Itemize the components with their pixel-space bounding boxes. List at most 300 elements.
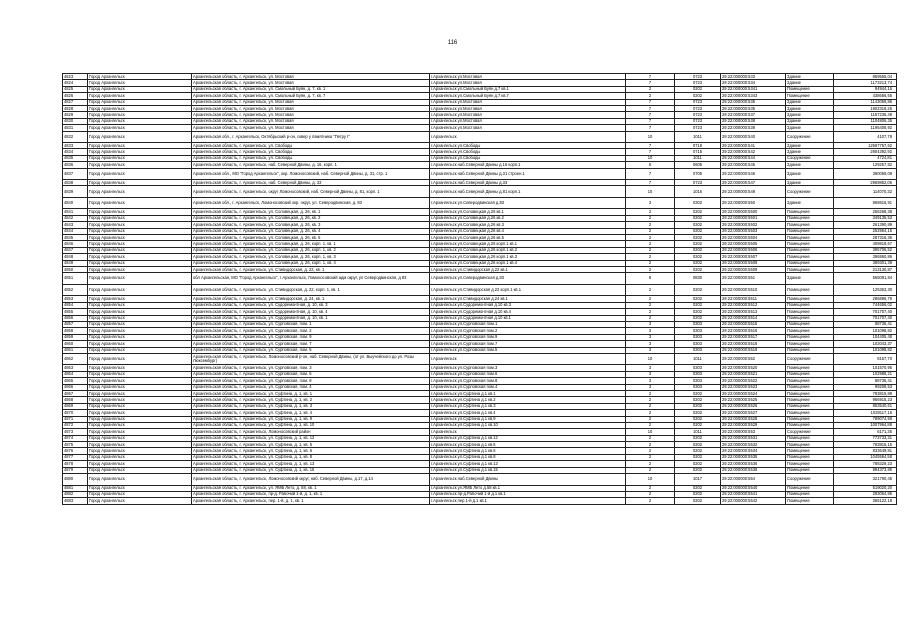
subcode-cell: 0723 [675,74,721,80]
code-cell: 10 [626,429,675,435]
row-number-cell: 4871 [63,416,88,422]
cadastral-number-cell: 29:22:000000:5542 [721,498,786,504]
row-number-cell: 4869 [63,403,88,409]
short-address-cell: г.Архангельск ул.Стивидорская д.22 корп.1 кв.1 [430,284,626,296]
subcode-cell: 1016 [675,186,721,198]
short-address-cell: г.Архангельск ул.Соловецкая д.26 кв.2 [430,215,626,221]
owner-cell: Город Архангельск [88,474,192,486]
subcode-cell: 0202 [675,260,721,266]
cadastral-value-cell: 4107,78 [834,131,897,143]
short-address-cell: г.Архангельск ул.Свободы [430,143,626,149]
table-row [63,131,897,143]
cadastral-number-cell: 29:22:000000:5516 [721,328,786,334]
address-cell: Архангельская область, г. Архангельск, ул. Суфтина, д. 1, кв. 9 [192,416,430,422]
short-address-cell: г.Архангельск ул.ЯМБ Лето д.58 кв.1 [430,485,626,491]
cadastral-number-cell: 29:22:000000:5503 [721,228,786,234]
code-cell: 3 [626,378,675,384]
cadastral-number-cell: 29:22:000000:537 [721,112,786,118]
cadastral-value-cell: 1902319,25 [834,105,897,111]
code-cell: 7 [626,143,675,149]
cadastral-number-cell: 29:22:000000:553 [721,429,786,435]
short-address-cell: г.Архангельск пр-д.Рабочий 1-й д.1 кв.1 [430,491,626,497]
address-cell: Архангельская область, г. Архангельск, округ Ломоносовский, наб. Северной Двины, д. 81, корп. 1 [192,186,430,198]
cadastral-value-cell: 102988,21 [834,371,897,377]
subcode-cell: 0303 [675,334,721,340]
address-cell: Архангельская область, г. Архангельск, ул. Смольный Буян, д. 7, кв. 7 [192,93,430,99]
owner-cell: Город Архангельск [88,241,192,247]
row-number-cell: 4870 [63,410,88,416]
cadastral-value-cell: 789074,59 [834,416,897,422]
object-type-cell: Помещение [786,334,834,340]
address-cell: Архангельская область, г. Архангельск, ул. Судоремонтная, д. 10, кв. 4 [192,309,430,315]
cadastral-value-cell: 396860,86 [834,254,897,260]
row-number-cell: 4853 [63,296,88,302]
cadastral-value-cell: 380059,09 [834,168,897,180]
row-number-cell: 4852 [63,284,88,296]
cadastral-number-cell: 29:22:000000:535 [721,99,786,105]
object-type-cell: Помещение [786,467,834,473]
cadastral-number-cell: 29:22:000000:5504 [721,235,786,241]
address-cell: Архангельская область, г. Архангельск, ул. Сурповская, пом. 5 [192,347,430,353]
cadastral-number-cell: 29:22:000000:5519 [721,347,786,353]
cadastral-value-cell: 2904392,92 [834,149,897,155]
object-type-cell: Помещение [786,384,834,390]
cadastral-number-cell: 29:22:000000:5521 [721,371,786,377]
code-cell: 2 [626,215,675,221]
address-cell: Архангельская область, г. Архангельск, ул. Суфтина, д. 1, кв. 8 [192,454,430,460]
subcode-cell: 0303 [675,347,721,353]
cadastral-number-cell: 29:22:000000:5511 [721,296,786,302]
row-number-cell: 4882 [63,491,88,497]
subcode-cell: 0303 [675,371,721,377]
cadastral-number-cell: 29:22:000000:542 [721,149,786,155]
short-address-cell: г.Архангельск наб.Северной Двины д.31 строен.1 [430,168,626,180]
subcode-cell: 0202 [675,461,721,467]
row-number-cell: 4846 [63,241,88,247]
code-cell: 2 [626,241,675,247]
short-address-cell: г.Архангельск ул.Суфтина д.1 кв.4 [430,410,626,416]
object-type-cell: Помещение [786,491,834,497]
owner-cell: Город Архангельск [88,131,192,143]
row-number-cell: 4879 [63,467,88,473]
cadastral-value-cell: 256268,38 [834,209,897,215]
owner-cell: Город Архангельск [88,254,192,260]
short-address-cell: г.Архангельск ул.Сурповская пом.3 [430,365,626,371]
row-number-cell: 4834 [63,149,88,155]
cadastral-number-cell: 29:22:000000:5512 [721,302,786,308]
cadastral-number-cell: 29:22:000000:5541 [721,491,786,497]
owner-cell: Город Архангельск [88,125,192,131]
cadastral-value-cell: 4724,81 [834,155,897,161]
address-cell: Архангельская область, г. Архангельск, ул. Суфтина, д. 1, кв. 15 [192,467,430,473]
cadastral-value-cell: 1195408,92 [834,125,897,131]
owner-cell: Город Архангельск [88,209,192,215]
short-address-cell: г.Архангельск ул.Соловецкая д.26 кв.4 [430,228,626,234]
short-address-cell: г.Архангельск ул.Северодвинская д.83 [430,273,626,285]
owner-cell: Город Архангельск [88,309,192,315]
short-address-cell: г.Архангельск ул.Соловецкая д.26 кв.1 [430,209,626,215]
object-type-cell: Помещение [786,284,834,296]
cadastral-value-cell: 283064,86 [834,491,897,497]
owner-cell: Город Архангельск [88,266,192,272]
address-cell: Архангельская область, г. Архангельск, Ломоносовский р-он, наб. Северной Двины, (от ул. Выучейского до ул. Розы Люксембург) [192,353,430,365]
address-cell: Архангельская область, г. Архангельск, ул. Соловецкая, д. 26, корп. 1, кв. 3 [192,254,430,260]
address-cell: Архангельская область, г. Архангельск, ул. Суфтина, д. 1, кв. 4 [192,410,430,416]
short-address-cell: г.Архангельск ул.Суфтина д.1 кв.6 [430,448,626,454]
code-cell: 7 [626,125,675,131]
subcode-cell: 0202 [675,435,721,441]
row-number-cell: 4843 [63,222,88,228]
cadastral-number-cell: 29:22:000000:541 [721,143,786,149]
object-type-cell: Сооружение [786,131,834,143]
address-cell: Архангельская область, г. Архангельск, ул. Соловецкая, д. 26, корп. 1, кв. 1 [192,241,430,247]
code-cell: 2 [626,498,675,504]
cadastral-value-cell: 88736,41 [834,321,897,327]
cadastral-number-cell: 29:22:000000:5500 [721,209,786,215]
row-number-cell: 4860 [63,341,88,347]
cadastral-value-cell: 6171,35 [834,429,897,435]
owner-cell: Город Архангельск [88,410,192,416]
short-address-cell: г.Архангельск [430,353,626,365]
address-cell: Архангельская обл., МО "Город Архангельск", окр. Ломоносовский, наб. Северной Двины, д. 31, стр. 1 [192,168,430,180]
owner-cell: Город Архангельск [88,215,192,221]
address-cell: Архангельская область, г. Архангельск, ул. Суфтина, д. 1, кв. 13 [192,461,430,467]
address-cell: Архангельская область, г. Архангельск, пр-д. Рабочий 1-й, д. 1, кв. 1 [192,491,430,497]
short-address-cell: г.Архангельск ул.Мостовая [430,118,626,124]
short-address-cell: г.Архангельск ул.Мостовая [430,80,626,86]
short-address-cell: г.Архангельск ул.Сурповская пом.8 [430,378,626,384]
code-cell: 3 [626,334,675,340]
address-cell: Архангельская область, г. Архангельск, ул. Соловецкая, д. 26, кв. 4 [192,228,430,234]
cadastral-number-cell: 29:22:000000:5510 [721,284,786,296]
address-cell: Архангельская область, г. Архангельск, ул. Мостовая [192,99,430,105]
cadastral-number-cell: 29:22:000000:554 [721,474,786,486]
address-cell: Архангельская область, г. Архангельск, ул. Сурповская, пом. 8 [192,378,430,384]
cadastral-value-cell: 88736,41 [834,378,897,384]
object-type-cell: Здание [786,149,834,155]
code-cell: 2 [626,93,675,99]
subcode-cell: 0202 [675,235,721,241]
subcode-cell: 0202 [675,454,721,460]
short-address-cell: г.Архангельск наб.Северной Двины д.81 корп.1 [430,186,626,198]
subcode-cell: 0202 [675,284,721,296]
row-number-cell: 4845 [63,235,88,241]
code-cell: 2 [626,416,675,422]
owner-cell: Город Архангельск [88,397,192,403]
owner-cell: Город Архангельск [88,180,192,186]
address-cell: Архангельская область, г. Архангельск, наб. Северной Двины, д. 16, корп. 1 [192,162,430,168]
cadastral-number-cell: 29:22:000000:549 [721,186,786,198]
owner-cell: Город Архангельск [88,341,192,347]
cadastral-number-cell: 29:22:000000:5502 [721,222,786,228]
cadastral-number-cell: 29:22:000000:5518 [721,341,786,347]
short-address-cell: г.Архангельск ул.Северодвинская д.83 [430,197,626,209]
cadastral-value-cell: 321790,45 [834,474,897,486]
owner-cell: Город Архангельск [88,162,192,168]
short-address-cell: г.Архангельск ул.Мостовая [430,74,626,80]
object-type-cell: Здание [786,143,834,149]
address-cell: Архангельская область, г. Архангельск, ул. Смольный Буян, д. 7, кв. 1 [192,86,430,92]
row-number-cell: 4862 [63,353,88,365]
short-address-cell: г.Архангельск ул.Мостовая [430,105,626,111]
cadastral-number-cell: 29:22:000000:5540 [721,485,786,491]
registry-body [63,74,897,505]
cadastral-value-cell: 104405,48 [834,334,897,340]
code-cell: 7 [626,99,675,105]
cadastral-value-cell: 101098,82 [834,347,897,353]
row-number-cell: 4873 [63,429,88,435]
cadastral-number-cell: 29:22:000000:5523 [721,384,786,390]
cadastral-number-cell: 29:22:000000:5526 [721,403,786,409]
owner-cell: Город Архангельск [88,99,192,105]
cadastral-number-cell: 29:22:000000:5531 [721,435,786,441]
address-cell: Архангельская область, г. Архангельск, ул. Сурповская, пом. 2 [192,328,430,334]
short-address-cell: г.Архангельск ул.Суфтина д.1 кв.2 [430,397,626,403]
address-cell: Архангельская область, г. Архангельск, ул. Свободы [192,149,430,155]
row-number-cell: 4830 [63,118,88,124]
address-cell: Архангельская область, г. Архангельск, ул. Стивидорская, д. 22, корп. 1, кв. 1 [192,284,430,296]
subcode-cell: 0202 [675,416,721,422]
cadastral-number-cell: 29:22:000000:5517 [721,334,786,340]
cadastral-value-cell: 129257,82 [834,162,897,168]
object-type-cell: Помещение [786,448,834,454]
cadastral-number-cell: 29:22:000000:550 [721,197,786,209]
code-cell: 2 [626,284,675,296]
subcode-cell: 0202 [675,403,721,409]
address-cell: Архангельская область, г. Архангельск, ул. Сурповская, пом. 9 [192,334,430,340]
short-address-cell: г.Архангельск ул.Судоремонтная д.10 кв.3 [430,302,626,308]
subcode-cell: 0303 [675,365,721,371]
page-number: 116 [447,40,458,46]
object-type-cell: Помещение [786,86,834,92]
object-type-cell: Сооружение [786,186,834,198]
row-number-cell: 4832 [63,131,88,143]
code-cell: 2 [626,491,675,497]
short-address-cell: г.Архангельск ул.Мостовая [430,99,626,105]
short-address-cell: г.Архангельск ул.Соловецкая д.26 корп.1 кв.1 [430,241,626,247]
address-cell: Архангельская область, г. Архангельск, ул. Суфтина, д. 1, кв. 2 [192,397,430,403]
object-type-cell: Помещение [786,390,834,396]
address-cell: Архангельская область, г. Архангельск, ул. Судоремонтная, д. 10, кв. 3 [192,302,430,308]
code-cell: 3 [626,365,675,371]
address-cell: Архангельская область, г. Архангельск, ул. Сурповская, пом. 6 [192,371,430,377]
row-number-cell: 4883 [63,498,88,504]
row-number-cell: 4826 [63,93,88,99]
code-cell: 2 [626,390,675,396]
cadastral-value-cell: 1104806,35 [834,118,897,124]
short-address-cell: г.Архангельск ул.Сурповская пом.5 [430,347,626,353]
cadastral-value-cell: 701707,40 [834,315,897,321]
address-cell: Архангельская область, г. Архангельск, ул. Сурповская, пом. 3 [192,365,430,371]
owner-cell: Город Архангельск [88,442,192,448]
cadastral-number-cell: 29:22:000000:544 [721,155,786,161]
subcode-cell: 0202 [675,442,721,448]
short-address-cell: г.Архангельск ул.Суфтина д.1 кв.5 [430,442,626,448]
row-number-cell: 4854 [63,302,88,308]
owner-cell: Город Архангельск [88,384,192,390]
subcode-cell: 0202 [675,296,721,302]
cadastral-value-cell: 102043,37 [834,341,897,347]
short-address-cell: г.Архангельск ул.Свободы [430,155,626,161]
code-cell: 2 [626,461,675,467]
row-number-cell: 4839 [63,186,88,198]
code-cell: 3 [626,341,675,347]
subcode-cell: 1011 [675,131,721,143]
cadastral-value-cell: 565081,84 [834,273,897,285]
object-type-cell: Помещение [786,461,834,467]
owner-cell: Город Архангельск [88,149,192,155]
address-cell: Архангельская область, г. Архангельск, ул. Мостовая [192,125,430,131]
object-type-cell: Помещение [786,410,834,416]
cadastral-value-cell: 1157236,49 [834,112,897,118]
address-cell: Архангельская область, г. Архангельск, ул. Суфтина, д. 1, кв. 12 [192,435,430,441]
address-cell: Архангельская область, г. Архангельск, ул. Суфтина, д. 1, кв. 3 [192,403,430,409]
cadastral-value-cell: 12597757,62 [834,143,897,149]
cadastral-value-cell: 125363,30 [834,284,897,296]
address-cell: Архангельская область, г. Архангельск, ул. Сурповская, пом. 1 [192,321,430,327]
cadastral-value-cell: 252954,15 [834,228,897,234]
address-cell: Архангельская область, г. Архангельск, ул. Соловецкая, д. 26, кв. 1 [192,209,430,215]
code-cell: 10 [626,155,675,161]
object-type-cell: Здание [786,162,834,168]
cadastral-number-cell: 29:22:000000:551 [721,273,786,285]
object-type-cell: Помещение [786,416,834,422]
address-cell: Архангельская область, г. Архангельск, ул. Суфтина, д. 1, кв. 6 [192,448,430,454]
short-address-cell: г.Архангельск ул.Сурповская пом.6 [430,371,626,377]
code-cell: 2 [626,260,675,266]
address-cell: Архангельская область, г. Архангельск, Ломоносовский округ, наб. Северной Двины, д.17, д.14 [192,474,430,486]
object-type-cell: Сооружение [786,155,834,161]
object-type-cell: Помещение [786,371,834,377]
owner-cell: Город Архангельск [88,143,192,149]
address-cell: Архангельская область, г. Архангельск, Ломоносовский район [192,429,430,435]
address-cell: Архангельская область, г. Архангельск, ул. ЯМБ Лето, д. 58, кв. 1 [192,485,430,491]
object-type-cell: Помещение [786,403,834,409]
owner-cell: Город Архангельск [88,247,192,253]
object-type-cell: Помещение [786,266,834,272]
owner-cell: Город Архангельск [88,422,192,428]
row-number-cell: 4865 [63,378,88,384]
row-number-cell: 4864 [63,371,88,377]
cadastral-value-cell: 101570,95 [834,365,897,371]
object-type-cell: Здание [786,273,834,285]
cadastral-value-cell: 783815,89 [834,390,897,396]
subcode-cell: 0723 [675,105,721,111]
code-cell: 7 [626,168,675,180]
owner-cell: Город Архангельск [88,334,192,340]
address-cell: Архангельская обл., г. Архангельск, Октябрьский р-он, сквер у памятника "Петру I" [192,131,430,143]
owner-cell: Город Архангельск [88,93,192,99]
cadastral-number-cell: 29:22:000000:5508 [721,260,786,266]
row-number-cell: 4841 [63,209,88,215]
row-number-cell: 4827 [63,99,88,105]
short-address-cell: г.Архангельск ул.Стивидорская д.22 кв.1 [430,266,626,272]
cadastral-number-cell: 29:22:000000:5343 [721,93,786,99]
short-address-cell: г.Архангельск ул.Мостовая [430,125,626,131]
object-type-cell: Помещение [786,454,834,460]
subcode-cell: 0830 [675,273,721,285]
code-cell: 3 [626,384,675,390]
short-address-cell: г.Архангельск пер.1-й д.1 кв.1 [430,498,626,504]
cadastral-value-cell: 101098,82 [834,328,897,334]
owner-cell: Город Архангельск [88,302,192,308]
row-number-cell: 4866 [63,384,88,390]
cadastral-value-cell: 2969852,06 [834,180,897,186]
object-type-cell: Помещение [786,228,834,234]
cadastral-value-cell: 1028117,16 [834,410,897,416]
table-row [63,273,897,285]
short-address-cell: г.Архангельск наб.Северной Двины д.33 [430,180,626,186]
address-cell: Архангельская область, г. Архангельск, ул. Соловецкая, д. 26, кв. 5 [192,235,430,241]
short-address-cell: г.Архангельск наб.Северной Двины [430,474,626,486]
subcode-cell: 0202 [675,397,721,403]
owner-cell: Город Архангельск [88,112,192,118]
code-cell: 2 [626,485,675,491]
cadastral-number-cell: 29:22:000000:5515 [721,321,786,327]
object-type-cell: Помещение [786,241,834,247]
short-address-cell: г.Архангельск ул.Сурповская пом.9 [430,334,626,340]
cadastral-number-cell: 29:22:000000:5525 [721,397,786,403]
row-number-cell: 4858 [63,328,88,334]
subcode-cell: 1011 [675,155,721,161]
cadastral-value-cell: 1045564,58 [834,454,897,460]
subcode-cell: 0202 [675,215,721,221]
subcode-cell: 0705 [675,168,721,180]
subcode-cell: 0202 [675,209,721,215]
cadastral-value-cell: 744656,02 [834,302,897,308]
object-type-cell: Здание [786,112,834,118]
owner-cell: Город Архангельск [88,222,192,228]
subcode-cell: 0718 [675,143,721,149]
subcode-cell: 0202 [675,86,721,92]
short-address-cell: г.Архангельск ул.Суфтина д.1 кв.3 [430,403,626,409]
cadastral-number-cell: 29:22:000000:5507 [721,254,786,260]
registry-table [62,73,897,505]
object-type-cell: Помещение [786,498,834,504]
subcode-cell: 0303 [675,321,721,327]
cadastral-value-cell: 1173213,74 [834,80,897,86]
row-number-cell: 4855 [63,309,88,315]
address-cell: Архангельская область, г. Архангельск, ул. Суфтина, д. 1, кв. 1 [192,390,430,396]
object-type-cell: Помещение [786,296,834,302]
subcode-cell: 0202 [675,247,721,253]
cadastral-number-cell: 29:22:000000:552 [721,353,786,365]
owner-cell: Город Архангельск [88,378,192,384]
owner-cell: Город Архангельск [88,296,192,302]
cadastral-number-cell: 29:22:000000:540 [721,131,786,143]
owner-cell: Город Архангельск [88,118,192,124]
table-row [63,197,897,209]
short-address-cell: г.Архангельск ул.Соловецкая д.26 корп.1 кв.2 [430,247,626,253]
object-type-cell: Здание [786,180,834,186]
object-type-cell: Сооружение [786,429,834,435]
code-cell: 3 [626,328,675,334]
owner-cell: Город Архангельск [88,235,192,241]
code-cell: 7 [626,112,675,118]
owner-cell: Город Архангельск [88,284,192,296]
subcode-cell: 0202 [675,93,721,99]
short-address-cell: г.Архангельск ул.Сурповская пом.4 [430,384,626,390]
object-type-cell: Сооружение [786,353,834,365]
short-address-cell: г.Архангельск ул.Суфтина д.1 кв.12 [430,435,626,441]
cadastral-number-cell: 29:22:000000:5534 [721,448,786,454]
cadastral-number-cell: 29:22:000000:5522 [721,378,786,384]
cadastral-value-cell: 395706,52 [834,247,897,253]
code-cell: 7 [626,118,675,124]
owner-cell: Город Архангельск [88,491,192,497]
cadastral-number-cell: 29:22:000000:533 [721,74,786,80]
row-number-cell: 4849 [63,260,88,266]
